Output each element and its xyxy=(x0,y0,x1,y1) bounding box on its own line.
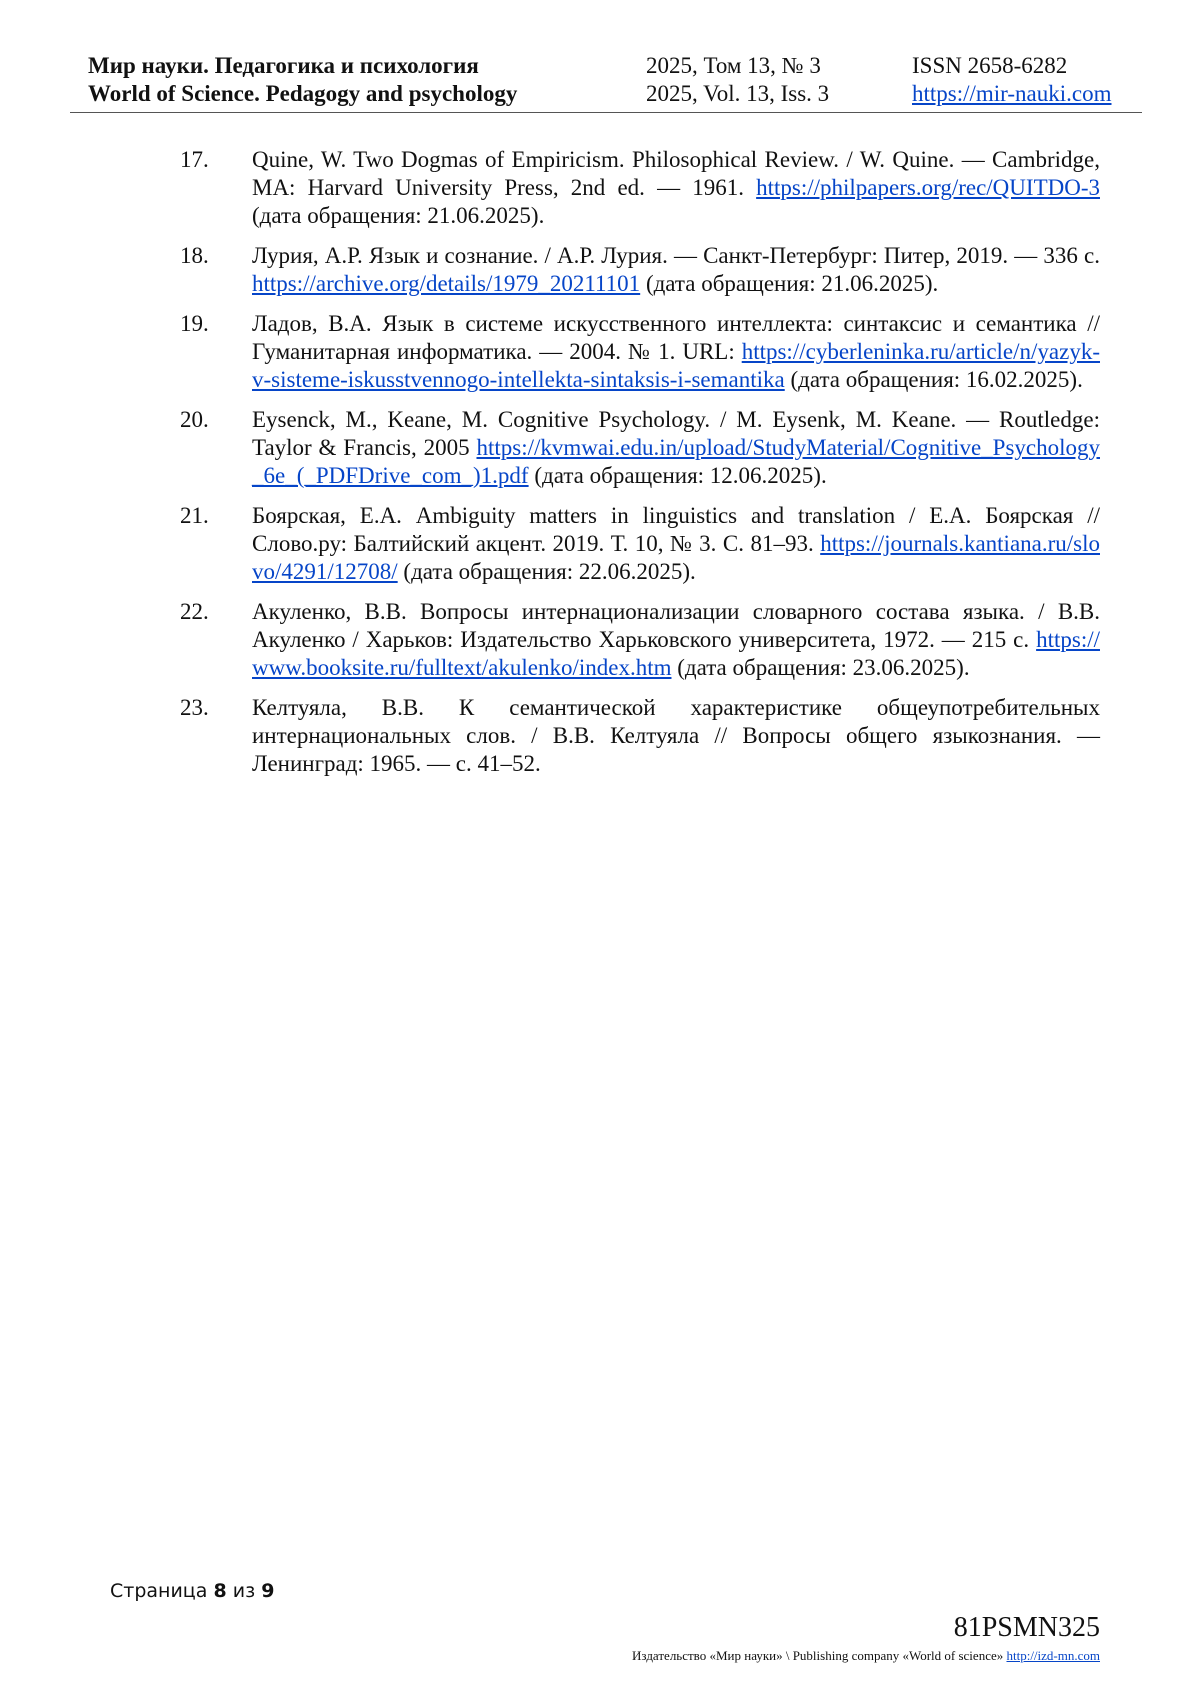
page-of: из xyxy=(232,1580,256,1602)
reference-list xyxy=(180,146,1100,790)
article-code: 81PSMN325 xyxy=(953,1612,1100,1643)
reference-item xyxy=(180,242,1100,298)
reference-link[interactable]: https://philpapers.org/rec/QUITDO-3 xyxy=(756,175,1100,200)
reference-text xyxy=(252,310,1100,394)
reference-item xyxy=(180,146,1100,230)
issue-en: 2025, Vol. 13, Iss. 3 xyxy=(646,81,830,106)
page-header xyxy=(70,52,1142,113)
reference-citation: Quine, W. Two Dogmas of Empiricism. Philosophical Review. / W. Quine. — Cambridge, MA: Harvard University Press, 2nd ed. — 1961. xyxy=(252,147,1100,200)
reference-access-date: (дата обращения: 23.06.2025). xyxy=(671,655,970,680)
reference-link[interactable]: https://www.booksite.ru/fulltext/akulenko/index.htm xyxy=(252,627,1100,680)
reference-text xyxy=(252,502,1100,586)
publisher-line xyxy=(632,1648,1100,1664)
reference-citation: Eysenck, M., Keane, M. Cognitive Psychology. / M. Eysenk, M. Keane. — Routledge: Taylor & Francis, 2005 xyxy=(252,407,1100,460)
reference-text xyxy=(252,242,1100,298)
page-word: Страница xyxy=(110,1580,208,1602)
reference-item xyxy=(180,310,1100,394)
reference-citation: Боярская, Е.А. Ambiguity matters in linguistics and translation / Е.А. Боярская // Слово.ру: Балтийский акцент. 2019. Т. 10, № 3. С. 81–93. xyxy=(252,503,1100,556)
reference-number: 18. xyxy=(180,243,209,268)
reference-link[interactable]: https://kvmwai.edu.in/upload/StudyMaterial/Cognitive_Psychology_6e_(_PDFDrive_com_)1.pdf xyxy=(252,435,1100,488)
journal-title-en: World of Science. Pedagogy and psychology xyxy=(88,81,518,106)
reference-link[interactable]: https://journals.kantiana.ru/slovo/4291/12708/ xyxy=(252,531,1100,584)
page-counter xyxy=(110,1580,274,1602)
reference-text xyxy=(252,694,1100,778)
reference-citation: Келтуяла, В.В. К семантической характеристике общеупотребительных интернациональных слов. / В.В. Келтуяла // Вопросы общего языкознания. — Ленинград: 1965. — с. 41–52. xyxy=(252,695,1100,776)
reference-access-date: (дата обращения: 12.06.2025). xyxy=(528,463,827,488)
reference-number: 21. xyxy=(180,503,209,528)
reference-number: 22. xyxy=(180,599,209,624)
journal-title-block xyxy=(88,52,517,108)
reference-item xyxy=(180,598,1100,682)
reference-citation: Ладов, В.А. Язык в системе искусственного интеллекта: синтаксис и семантика // Гуманитарная информатика. — 2004. № 1. URL: xyxy=(252,311,1100,364)
reference-item xyxy=(180,406,1100,490)
issue-block xyxy=(646,52,829,108)
reference-link[interactable]: https://archive.org/details/1979_20211101 xyxy=(252,271,641,296)
reference-number: 19. xyxy=(180,311,209,336)
reference-item xyxy=(180,694,1100,778)
reference-link[interactable]: https://cyberleninka.ru/article/n/yazyk-v-sisteme-iskusstvennogo-intellekta-sintaksis-i-semantika xyxy=(252,339,1100,392)
publisher-link[interactable]: http://izd-mn.com xyxy=(1006,1648,1100,1663)
reference-access-date: (дата обращения: 22.06.2025). xyxy=(397,559,696,584)
journal-title-ru: Мир науки. Педагогика и психология xyxy=(88,53,479,78)
reference-number: 20. xyxy=(180,407,209,432)
reference-number: 17. xyxy=(180,147,209,172)
page-current: 8 xyxy=(213,1580,227,1602)
issue-ru: 2025, Том 13, № 3 xyxy=(646,53,821,78)
reference-text xyxy=(252,146,1100,230)
reference-number: 23. xyxy=(180,695,209,720)
reference-text xyxy=(252,406,1100,490)
reference-item xyxy=(180,502,1100,586)
reference-citation: Лурия, А.Р. Язык и сознание. / А.Р. Лурия. — Санкт-Петербург: Питер, 2019. — 336 с. xyxy=(252,243,1100,268)
publisher-name: Издательство «Мир науки» \ Publishing company «World of science» xyxy=(632,1648,1004,1663)
issn-block xyxy=(912,52,1112,108)
journal-site-link[interactable]: https://mir-nauki.com xyxy=(912,81,1112,106)
reference-text xyxy=(252,598,1100,682)
page-total: 9 xyxy=(261,1580,275,1602)
reference-citation: Акуленко, В.В. Вопросы интернационализации словарного состава языка. / В.В. Акуленко / Харьков: Издательство Харьковского университета, 1972. — 215 с. xyxy=(252,599,1100,652)
reference-access-date: (дата обращения: 21.06.2025). xyxy=(640,271,939,296)
issn: ISSN 2658-6282 xyxy=(912,53,1068,78)
reference-access-date: (дата обращения: 16.02.2025). xyxy=(784,367,1083,392)
reference-access-date: (дата обращения: 21.06.2025). xyxy=(252,203,545,228)
